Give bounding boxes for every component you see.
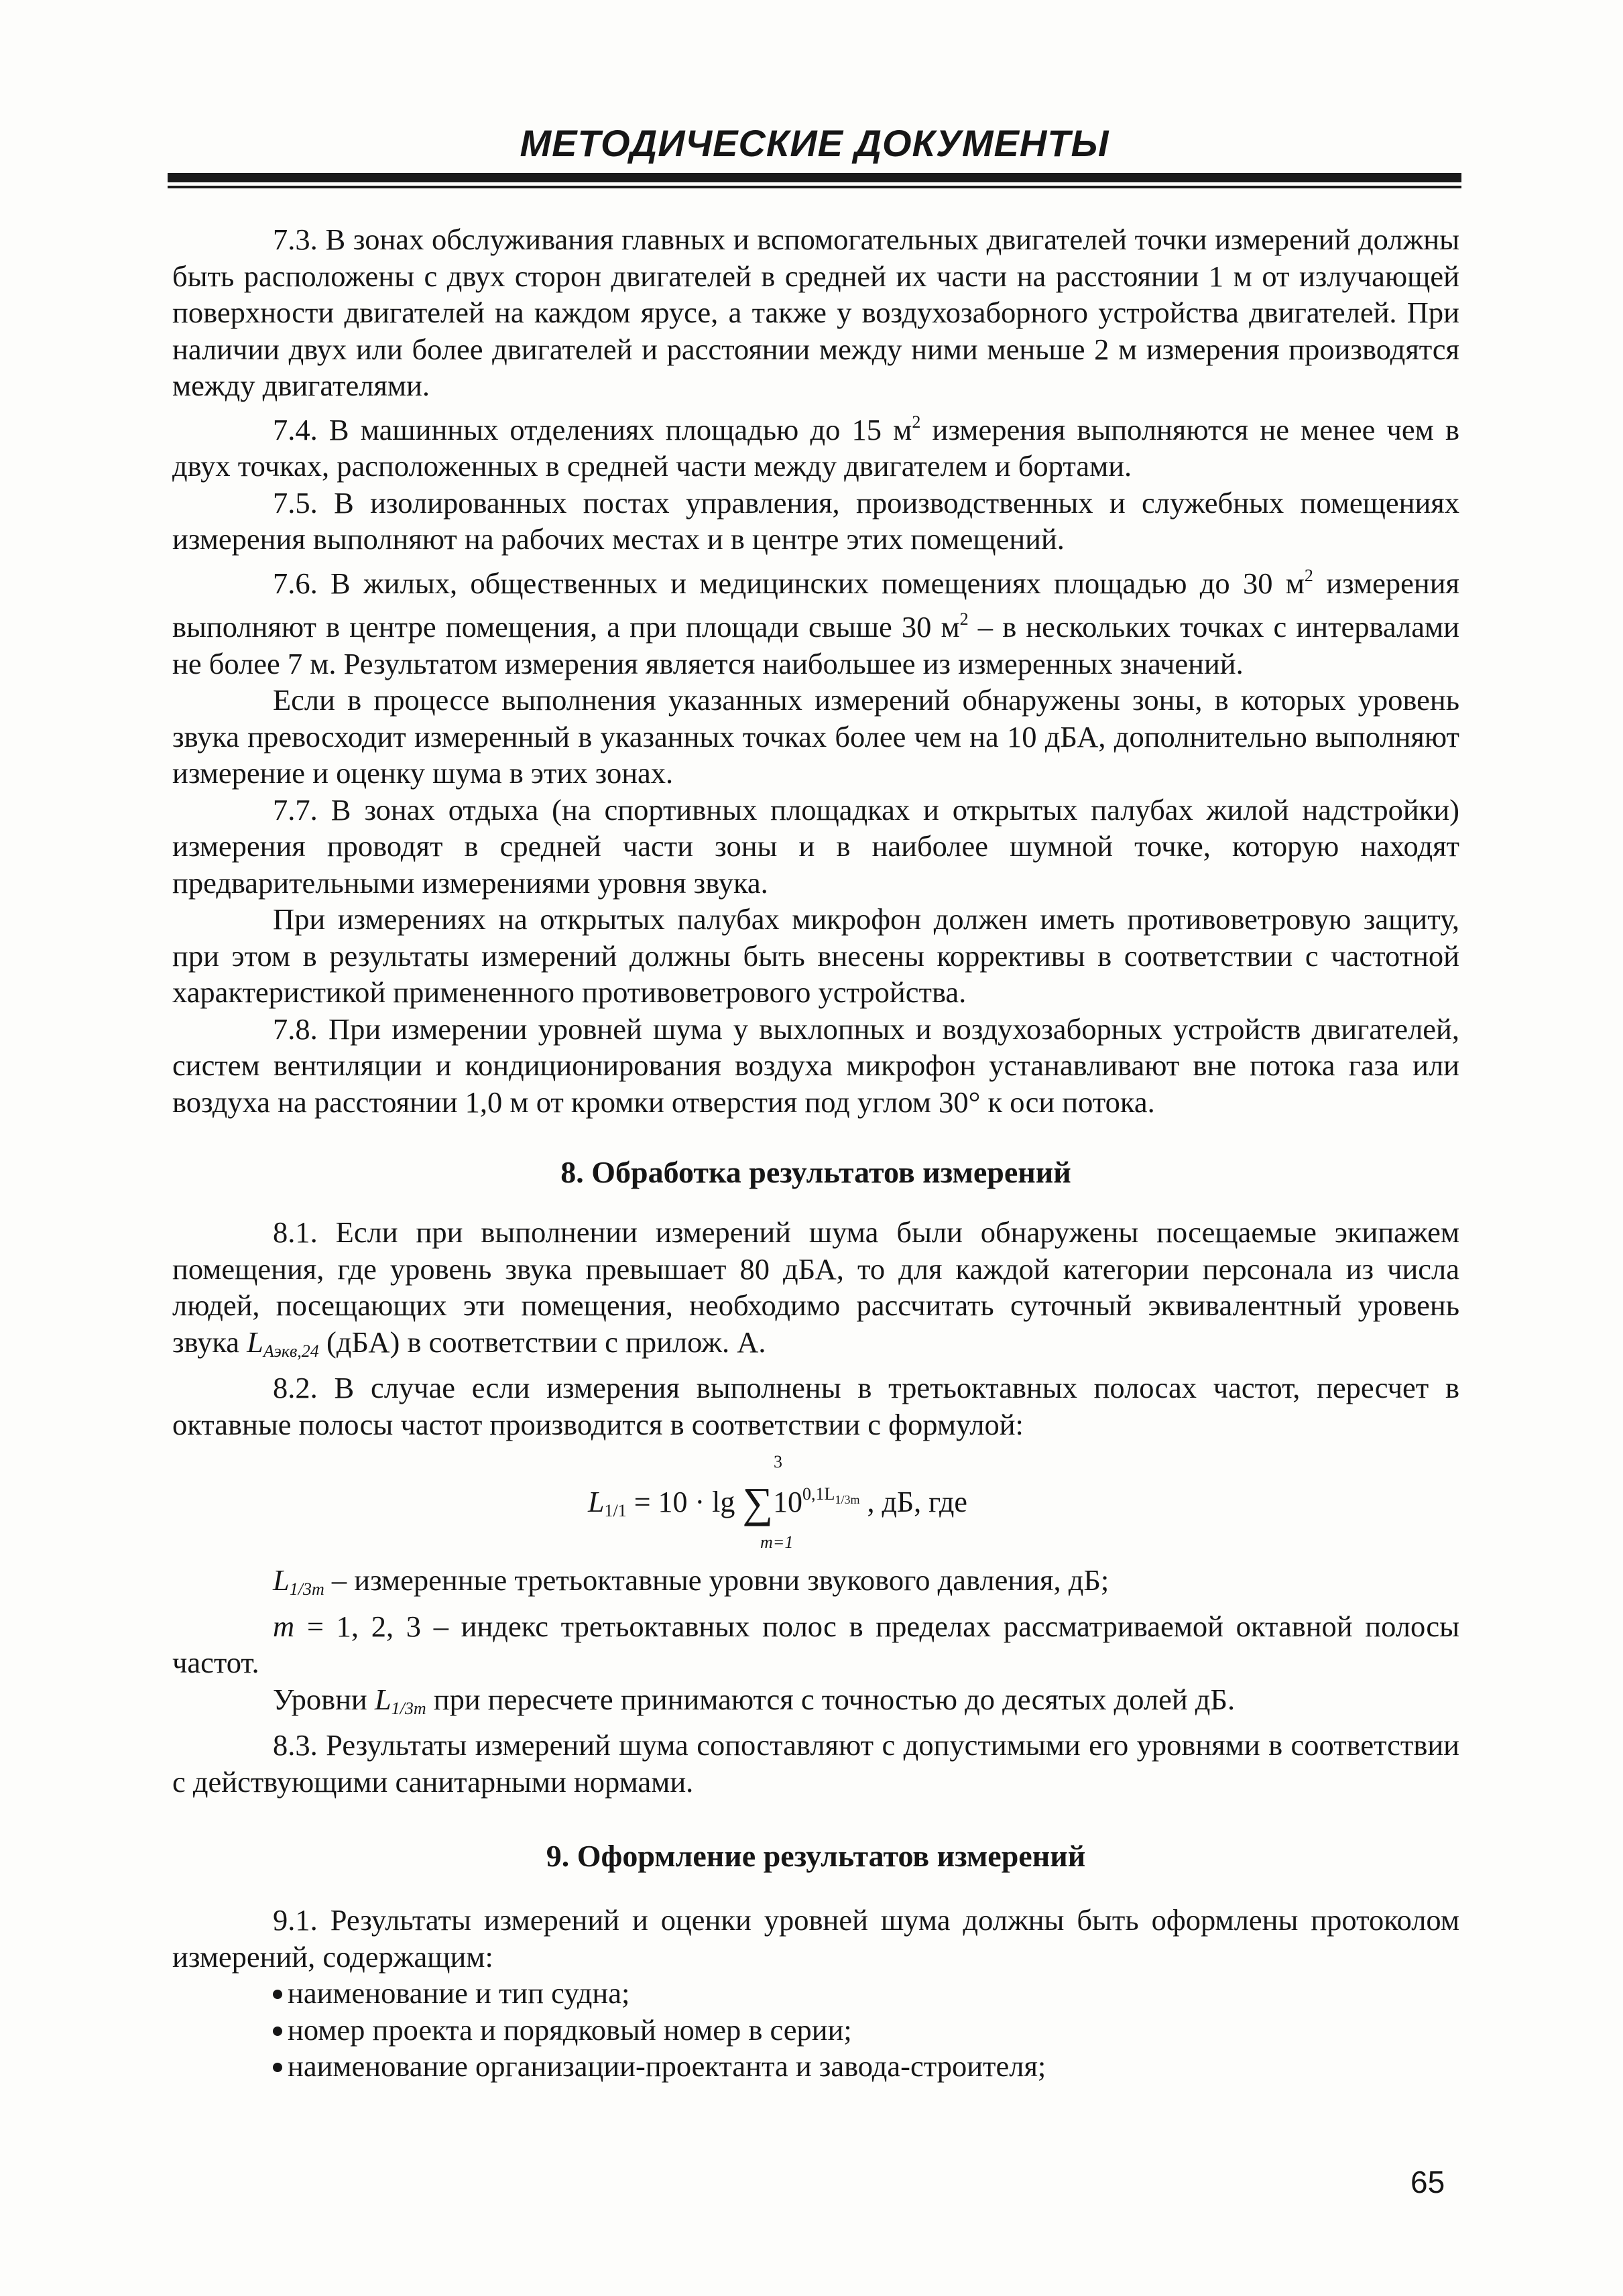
paragraph-8-1: 8.1. Если при выполнении измерений шума были обнаружены посещаемые экипажем помещения, где уровень звука превышает 80 дБА, то для каждой категории персонала из числа людей, посещающих эти помещения, необходимо рассчитать суточный эквивалентный уровень звука $L_{Аэкв,24}$ (дБА) в соответствии с прилож. А. xyxy=(172,1215,1459,1361)
paragraph-7-3: 7.3. В зонах обслуживания главных и вспомогательных двигателей точки измерений должны быть расположены с двух сторон двигателей в средней их части на расстоянии 1 м от излучающей поверхности двигателей на каждом ярусе, а также у воздухозаборного устройства двигателей. При наличии двух или более двигателей и расстоянии между ними меньше 2 м измерения производятся между двигателями. xyxy=(172,223,1459,402)
bullet-icon xyxy=(273,2027,282,2036)
section-8-heading: 8. Обработка результатов измерений xyxy=(560,1155,1071,1189)
paragraph-9-1: 9.1. Результаты измерений и оценки уровней шума должны быть оформлены протоколом измерений, содержащим: xyxy=(172,1903,1459,1974)
paragraph-7-7: 7.7. В зонах отдыха (на спортивных площадках и открытых палубах жилой надстройки) измерения проводят в средней части зоны и в наиболее шумной точке, которую находят предварительными измерениями уровня звука. xyxy=(172,792,1459,900)
paragraph-7-7-cont: При измерениях на открытых палубах микрофон должен иметь противоветровую защиту, при этом в результаты измерений должны быть внесены коррективы в соответствии с частотной характеристикой примененного противоветрового устройства. xyxy=(172,902,1459,1009)
bullet-icon xyxy=(273,2063,282,2072)
paragraph-7-8: 7.8. При измерении уровней шума у выхлопных и воздухозаборных устройств двигателей, систем вентиляции и кондиционирования воздуха микрофон устанавливают вне потока газа или воздуха на расстоянии 1,0 м от кромки отверстия под углом 30° к оси потока. xyxy=(172,1012,1459,1119)
running-header: МЕТОДИЧЕСКИЕ ДОКУМЕНТЫ xyxy=(520,122,1109,164)
definition-m: m = 1, 2, 3 – индекс третьоктавных полос в пределах рассматриваемой октавной полосы частот. xyxy=(172,1609,1459,1679)
paragraph-7-4: 7.4. В машинных отделениях площадью до 15 $м^2$ измерения выполняются не менее чем в двух точках, расположенных в средней части между двигателем и бортами. xyxy=(172,412,1459,483)
page-body xyxy=(172,221,1459,2085)
paragraph-levels-precision: Уровни $L_{1/3m}$ при пересчете принимаются с точностью до десятых долей дБ. xyxy=(273,1682,1236,1718)
list-item: номер проекта и порядковый номер в серии; xyxy=(172,2012,1459,2049)
list-item: наименование организации-проектанта и завода-строителя; xyxy=(172,2048,1459,2085)
paragraph-8-3: 8.3. Результаты измерений шума сопоставляют с допустимыми его уровнями в соответствии с действующими санитарными нормами. xyxy=(172,1728,1459,1799)
sum-lower-limit: m=1 xyxy=(760,1532,794,1552)
formula-main: $L_{1/1} = 10 \cdot \lg \sum 10^{0,1L_{1/3m}}$ , дБ, где xyxy=(588,1479,967,1526)
paragraph-8-2: 8.2. В случае если измерения выполнены в третьоктавных полосах частот, пересчет в октавные полосы частот производится в соответствии с формулой: xyxy=(172,1371,1459,1441)
sum-symbol: ∑ xyxy=(742,1479,774,1526)
header-rule-thin xyxy=(168,186,1461,188)
paragraph-7-5: 7.5. В изолированных постах управления, производственных и служебных помещениях измерения выполняют на рабочих местах и в центре этих помещений. xyxy=(172,485,1459,556)
paragraph-7-6-cont: Если в процессе выполнения указанных измерений обнаружены зоны, в которых уровень звука превосходит измеренный в указанных точках более чем на 10 дБА, дополнительно выполняют измерение и оценку шума в этих зонах. xyxy=(172,683,1459,790)
paragraph-7-6: 7.6. В жилых, общественных и медицинских помещениях площадью до 30 $м^2$ измерения выполняют в центре помещения, а при площади свыше 30 $м^2$ – в нескольких точках с интервалами не более 7 м. Результатом измерения является наибольшее из измеренных значений. xyxy=(172,565,1459,680)
definition-l13m: $L_{1/3m}$ – измеренные третьоктавные уровни звукового давления, дБ; xyxy=(273,1563,1109,1599)
list-item: наименование и тип судна; xyxy=(172,1975,1459,2012)
sum-upper-limit: 3 xyxy=(774,1452,782,1471)
header-rule-thick xyxy=(168,173,1461,182)
bullet-icon xyxy=(273,1990,282,1999)
section-9-heading: 9. Оформление результатов измерений xyxy=(546,1839,1086,1873)
octave-conversion-formula xyxy=(172,1444,1459,1558)
page-number: 65 xyxy=(1410,2165,1445,2199)
